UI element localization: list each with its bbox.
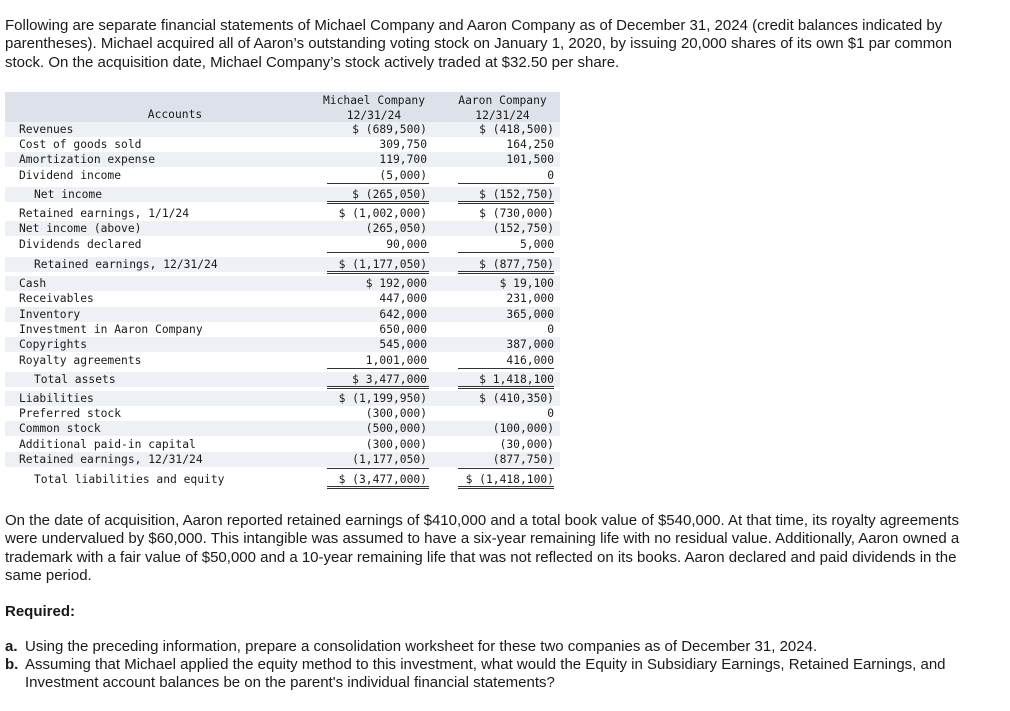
- michael-value: $ 192,000: [365, 277, 427, 290]
- aaron-value: 0: [547, 169, 554, 182]
- table-row: [5, 276, 560, 291]
- aaron-value: 365,000: [506, 308, 554, 321]
- total-rule: [327, 468, 429, 469]
- aaron-value: $ (410,350): [479, 392, 554, 405]
- account-label: Inventory: [19, 308, 81, 321]
- aaron-value: 416,000: [506, 354, 554, 367]
- aaron-value: $ 19,100: [499, 277, 554, 290]
- aaron-value: 5,000: [519, 238, 554, 251]
- account-label: Net income: [34, 188, 103, 201]
- account-label: Royalty agreements: [19, 354, 142, 367]
- account-label: Liabilities: [19, 392, 94, 405]
- account-label: Amortization expense: [19, 153, 156, 166]
- account-label: Dividend income: [19, 169, 122, 182]
- aaron-value: 101,500: [506, 153, 554, 166]
- aaron-value: 387,000: [506, 338, 554, 351]
- financial-statements-table: [5, 92, 560, 488]
- table-header: [5, 92, 560, 126]
- acquisition-paragraph: On the date of acquisition, Aaron reported retained earnings of $410,000 and a total book value of $540,000. At that time, its royalty agreements were undervalued by $60,000. This intangible was assumed to have a six-year remaining life with no residual value. Additionally, Aaron owned a trademark with a fair value of $50,000 and a 10-year remaining life that was not reflected on its books. Aaron declared and paid dividends in the same period.: [5, 512, 960, 584]
- aaron-value: $ (730,000): [479, 207, 554, 220]
- total-rule: [458, 252, 554, 253]
- requirement-item: [5, 656, 995, 692]
- total-rule: [327, 271, 429, 272]
- account-label: Revenues: [19, 123, 74, 136]
- michael-value: 1,001,000: [365, 354, 427, 367]
- aaron-value: 164,250: [506, 138, 554, 151]
- table-row: [5, 168, 560, 183]
- account-label: Preferred stock: [19, 407, 122, 420]
- total-rule: [458, 201, 554, 202]
- aaron-header-name: Aaron Company: [458, 94, 547, 107]
- table-row: [5, 421, 560, 436]
- table-row: [5, 372, 560, 387]
- total-rule: [458, 388, 554, 389]
- total-rule: [458, 273, 554, 274]
- michael-value: $ 3,477,000: [352, 373, 427, 386]
- account-label: Common stock: [19, 422, 101, 435]
- account-label: Additional paid-in capital: [19, 438, 196, 451]
- table-row: [5, 391, 560, 406]
- michael-value: (300,000): [365, 438, 427, 451]
- michael-value: 119,700: [379, 153, 427, 166]
- total-rule: [458, 368, 554, 369]
- michael-value: (1,177,050): [352, 453, 427, 466]
- michael-value: $ (689,500): [352, 123, 427, 136]
- accounts-header: Accounts: [147, 108, 203, 121]
- account-label: Retained earnings, 12/31/24: [34, 258, 218, 271]
- michael-value: 642,000: [379, 308, 427, 321]
- aaron-value: $ (418,500): [479, 123, 554, 136]
- michael-header-name: Michael Company: [322, 94, 426, 107]
- aaron-value: $ 1,418,100: [479, 373, 554, 386]
- required-heading: Required:: [5, 603, 76, 620]
- michael-value: (5,000): [379, 169, 427, 182]
- aaron-value: (100,000): [492, 422, 554, 435]
- total-rule: [327, 368, 429, 369]
- total-rule: [327, 388, 429, 389]
- aaron-value: (152,750): [492, 222, 554, 235]
- table-row: [5, 221, 560, 236]
- total-rule: [327, 183, 429, 184]
- aaron-value: $ (877,750): [479, 258, 554, 271]
- michael-value: 447,000: [379, 292, 427, 305]
- aaron-value: 231,000: [506, 292, 554, 305]
- table-row: [5, 472, 560, 487]
- table-row: [5, 122, 560, 137]
- total-rule: [327, 486, 429, 487]
- account-label: Total liabilities and equity: [34, 473, 225, 486]
- michael-value: $ (265,050): [352, 188, 427, 201]
- michael-value: (300,000): [365, 407, 427, 420]
- aaron-header-date: 12/31/24: [475, 109, 530, 122]
- total-rule: [327, 252, 429, 253]
- table-row: [5, 406, 560, 421]
- table-row: [5, 452, 560, 467]
- table-row: [5, 437, 560, 452]
- michael-value: $ (1,002,000): [338, 207, 427, 220]
- michael-header-date: 12/31/24: [346, 109, 402, 122]
- aaron-value: (877,750): [492, 453, 554, 466]
- aaron-value: $ (152,750): [479, 188, 554, 201]
- total-rule: [458, 468, 554, 469]
- account-label: Copyrights: [19, 338, 88, 351]
- table-row: [5, 337, 560, 352]
- table-row: [5, 137, 560, 152]
- michael-value: $ (3,477,000): [338, 473, 427, 486]
- aaron-value: (30,000): [499, 438, 554, 451]
- account-label: Total assets: [34, 373, 116, 386]
- michael-value: (265,050): [365, 222, 427, 235]
- account-label: Retained earnings, 1/1/24: [19, 207, 190, 220]
- table-row: [5, 237, 560, 252]
- account-label: Receivables: [19, 292, 94, 305]
- account-label: Dividends declared: [19, 238, 142, 251]
- table-row: [5, 152, 560, 167]
- table-row: [5, 291, 560, 306]
- aaron-value: $ (1,418,100): [465, 473, 554, 486]
- aaron-value: 0: [547, 323, 554, 336]
- total-rule: [458, 488, 554, 489]
- michael-value: (500,000): [365, 422, 427, 435]
- michael-value: $ (1,199,950): [338, 392, 427, 405]
- table-row: [5, 187, 560, 202]
- requirement-item: [5, 638, 995, 656]
- account-label: Net income (above): [19, 222, 142, 235]
- michael-value: 545,000: [379, 338, 427, 351]
- total-rule: [327, 201, 429, 202]
- table-row: [5, 307, 560, 322]
- michael-value: 650,000: [379, 323, 427, 336]
- total-rule: [458, 386, 554, 387]
- table-row: [5, 257, 560, 272]
- total-rule: [458, 203, 554, 204]
- table-row: [5, 206, 560, 221]
- account-label: Cost of goods sold: [19, 138, 142, 151]
- requirement-text: Using the preceding information, prepare a consolidation worksheet for these two companies as of December 31, 2024.: [25, 638, 818, 655]
- michael-value: 309,750: [379, 138, 427, 151]
- requirement-letter: a.: [5, 638, 18, 655]
- requirement-text: Assuming that Michael applied the equity method to this investment, what would the Equity in Subsidiary Earnings, Retained Earnings, and Investment account balances be on the parent's individual financial statements?: [25, 656, 946, 691]
- intro-paragraph: Following are separate financial statements of Michael Company and Aaron Company as of December 31, 2024 (credit balances indicated by parentheses). Michael acquired all of Aaron’s outstanding voting stock on January 1, 2020, by issuing 20,000 shares of its own $1 par common stock. On the acquisition date, Michael Company’s stock actively traded at $32.50 per share.: [5, 17, 952, 71]
- michael-value: $ (1,177,050): [338, 258, 427, 271]
- total-rule: [458, 271, 554, 272]
- aaron-value: 0: [547, 407, 554, 420]
- total-rule: [327, 386, 429, 387]
- table-row: [5, 322, 560, 337]
- total-rule: [327, 273, 429, 274]
- account-label: Cash: [19, 277, 47, 290]
- total-rule: [327, 203, 429, 204]
- account-label: Investment in Aaron Company: [19, 323, 203, 336]
- total-rule: [458, 183, 554, 184]
- michael-value: 90,000: [386, 238, 427, 251]
- table-row: [5, 353, 560, 368]
- requirements-list: [5, 638, 995, 692]
- requirement-letter: b.: [5, 656, 19, 673]
- total-rule: [327, 488, 429, 489]
- account-label: Retained earnings, 12/31/24: [19, 453, 203, 466]
- total-rule: [458, 486, 554, 487]
